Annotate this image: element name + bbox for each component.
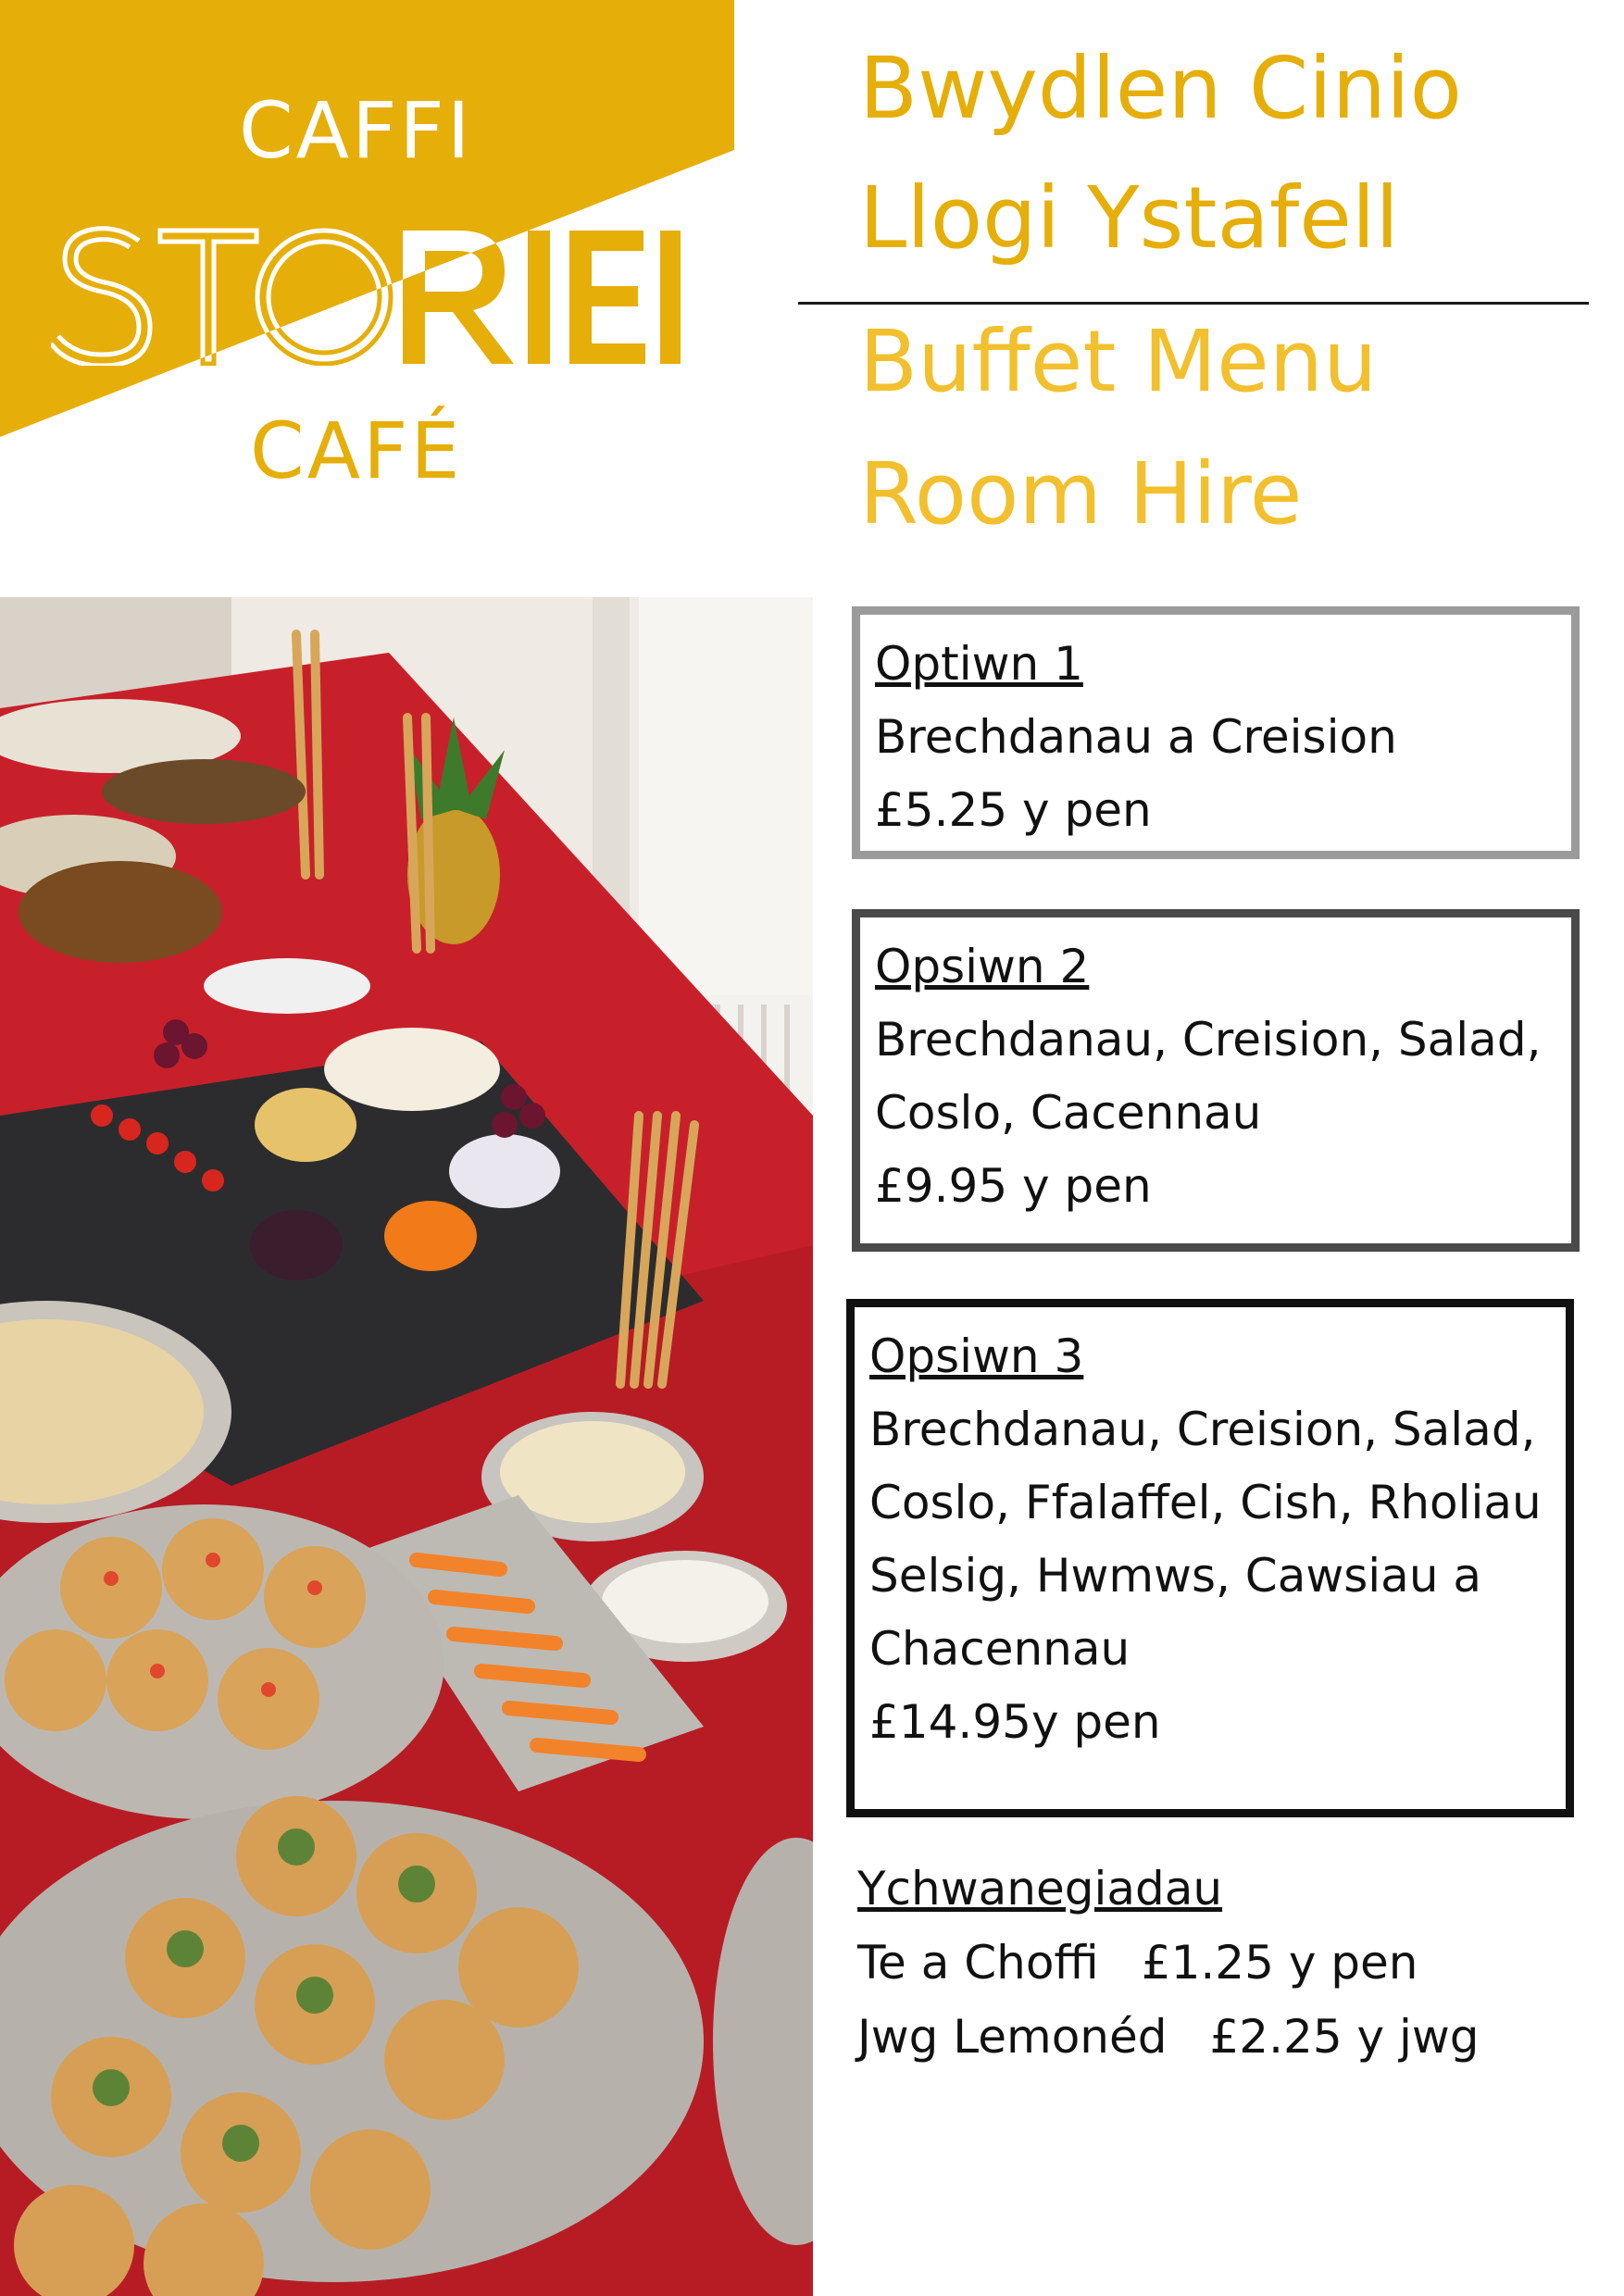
heading-welsh-room-hire: Llogi Ystafell	[859, 168, 1399, 268]
option-1-price: £5.25 y pen	[875, 783, 1152, 837]
extras-title: Ychwanegiadau	[857, 1862, 1223, 1915]
option-3-items-line-4: Chacennau	[869, 1622, 1131, 1676]
extras-section	[857, 1852, 1480, 2074]
option-2-price: £9.95 y pen	[875, 1159, 1152, 1213]
option-3-title: Opsiwn 3	[869, 1329, 1084, 1383]
heading-english-room-hire: Room Hire	[859, 444, 1303, 543]
option-1-title: Optiwn 1	[875, 637, 1083, 691]
extras-item-label: Te a Choffi	[857, 1936, 1099, 1990]
heading-divider	[798, 302, 1589, 305]
heading-english-menu: Buffet Menu	[859, 312, 1378, 411]
option-2-title: Opsiwn 2	[875, 940, 1090, 993]
option-1-items: Brechdanau a Creision	[875, 710, 1397, 764]
logo-riel-letters	[403, 231, 645, 364]
logo-storiel-wordmark	[51, 218, 681, 366]
option-3-items-line-3: Selsig, Hwmws, Cawsiau a	[869, 1549, 1482, 1603]
option-3-items-line-2: Coslo, Ffalaffel, Cish, Rholiau	[869, 1476, 1542, 1529]
option-2-items-line-2: Coslo, Cacennau	[875, 1086, 1262, 1140]
option-3-price: £14.95y pen	[869, 1695, 1161, 1749]
heading-welsh-menu: Bwydlen Cinio	[859, 39, 1462, 138]
buffet-table-photo	[0, 597, 813, 2296]
extras-item-tea-coffee	[857, 1926, 1480, 2000]
option-2-items-line-1: Brechdanau, Creision, Salad,	[875, 1013, 1542, 1067]
option-1-card	[852, 606, 1580, 859]
extras-item-price: £2.25 y jwg	[1209, 2010, 1480, 2064]
logo-cafe-text: CAFÉ	[250, 406, 463, 496]
logo-caffi-text: CAFFI	[239, 85, 473, 176]
extras-item-lemonade	[857, 2000, 1480, 2074]
option-3-items-line-1: Brechdanau, Creision, Salad,	[869, 1403, 1536, 1456]
extras-item-price: £1.25 y pen	[1141, 1936, 1418, 1990]
extras-item-label: Jwg Lemonéd	[857, 2010, 1168, 2064]
option-3-card	[846, 1299, 1574, 1817]
option-2-card	[852, 909, 1580, 1252]
